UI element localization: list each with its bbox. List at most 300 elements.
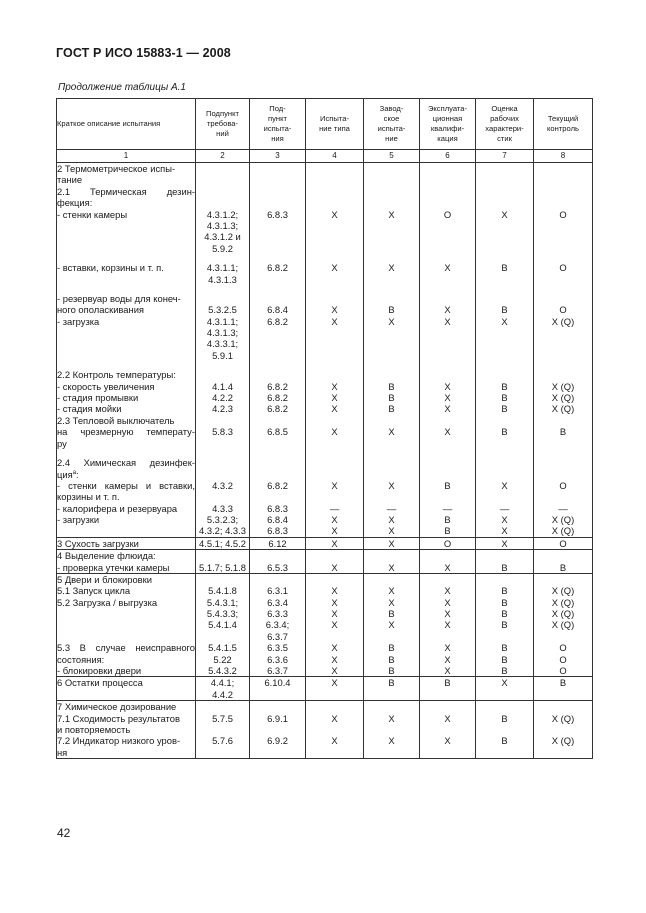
cell-value — [250, 197, 305, 208]
description-line — [57, 220, 195, 231]
cell-value: X — [331, 561, 338, 573]
cell-value: X — [331, 665, 338, 677]
cell-value: B — [444, 513, 451, 525]
cell-value: B — [444, 525, 451, 537]
page-number: 42 — [57, 826, 71, 840]
row-cell-col-3 — [250, 550, 306, 574]
cell-value: X — [388, 479, 395, 491]
header-row — [57, 99, 593, 150]
column-header-line: рабочих — [490, 114, 519, 123]
description-line: - проверка утечки камеры — [57, 561, 170, 573]
cell-value — [250, 747, 305, 758]
cell-block — [250, 293, 305, 361]
cell-value: 4.3.2; 4.3.3 — [199, 525, 246, 537]
cell-block — [420, 369, 475, 449]
cell-value — [420, 197, 475, 208]
row-description — [57, 677, 196, 701]
cell-value — [306, 274, 363, 285]
cell-value: 4.3.1.3; — [206, 327, 239, 339]
cell-value: B — [501, 735, 508, 747]
cell-value: 4.4.1; — [210, 677, 235, 689]
cell-value: 5.3.2.5 — [208, 304, 237, 316]
description-line: фекция: — [57, 197, 93, 209]
column-header-line: Краткое описание испытания — [57, 119, 161, 128]
cell-value: X (Q) — [551, 380, 575, 392]
cell-block — [476, 262, 533, 285]
cell-value: X (Q) — [551, 513, 575, 525]
cell-block — [364, 574, 419, 677]
cell-value: 4.3.1.1; — [206, 262, 239, 274]
table-row — [57, 573, 593, 677]
cell-value: X — [444, 642, 451, 654]
cell-value — [306, 293, 363, 304]
cell-block — [250, 574, 305, 677]
row-cell-col-5 — [364, 573, 420, 677]
row-cell-col-8 — [534, 677, 593, 701]
cell-value: X — [331, 262, 338, 274]
cell-block — [306, 457, 363, 537]
description-block — [57, 550, 195, 573]
row-description — [57, 573, 196, 677]
cell-value: B — [501, 262, 508, 274]
description-line — [57, 642, 195, 653]
row-cell-col-4 — [306, 537, 364, 549]
cell-value: X — [444, 403, 451, 415]
cell-value — [420, 350, 475, 361]
cell-value — [306, 243, 363, 254]
column-header-line: испыта- — [263, 124, 292, 133]
cell-value — [250, 231, 305, 242]
cell-value: O — [443, 537, 452, 549]
row-cell-col-4 — [306, 701, 364, 759]
cell-value: 6.3.7 — [267, 665, 288, 677]
cell-value — [420, 491, 475, 502]
cell-value — [196, 468, 249, 479]
cell-value: X — [444, 262, 451, 274]
cell-value: O — [559, 653, 567, 665]
document-header: ГОСТ Р ИСО 15883-1 — 2008 — [56, 46, 231, 60]
cell-value — [534, 438, 592, 449]
cell-value: B — [501, 642, 508, 654]
cell-value — [364, 274, 419, 285]
column-number: 3 — [250, 150, 306, 163]
cell-value — [306, 338, 363, 349]
row-cell-col-5 — [364, 677, 420, 701]
cell-value: X — [331, 585, 338, 597]
cell-value: 5.4.1.5 — [208, 642, 237, 654]
cell-block — [476, 701, 533, 758]
column-header-5 — [364, 99, 420, 150]
column-header-line: ния — [271, 134, 284, 143]
cell-value — [534, 468, 592, 479]
cell-value: B — [501, 426, 508, 438]
cell-value: 6.8.3 — [267, 208, 288, 220]
cell-value — [364, 457, 419, 468]
column-header-line: Эксплуата- — [427, 104, 468, 113]
cell-value — [306, 631, 363, 642]
row-cell-col-2 — [196, 677, 250, 701]
cell-value: X — [331, 392, 338, 404]
cell-value: B — [388, 380, 395, 392]
cell-value — [534, 574, 592, 585]
description-word: на — [57, 426, 68, 438]
description-line — [57, 525, 195, 536]
cell-value — [420, 457, 475, 468]
cell-value: 4.3.1.2; — [206, 208, 239, 220]
cell-value — [250, 468, 305, 479]
cell-value — [196, 174, 249, 185]
row-cell-col-7 — [476, 573, 534, 677]
cell-block — [534, 163, 592, 254]
cell-value: — — [442, 502, 453, 514]
description-line: - стадия мойки — [57, 403, 122, 415]
cell-value — [364, 174, 419, 185]
cell-value: 6.3.1 — [267, 585, 288, 597]
cell-value: X — [331, 537, 338, 549]
cell-value: 6.8.2 — [267, 392, 288, 404]
cell-value: X — [331, 315, 338, 327]
row-cell-col-2 — [196, 537, 250, 549]
cell-value: X — [331, 426, 338, 438]
description-word: дезинфек- — [149, 456, 195, 468]
row-cell-col-6 — [420, 550, 476, 574]
description-block — [57, 538, 195, 549]
row-cell-col-5 — [364, 163, 420, 538]
cell-value: 4.3.1.2 и — [204, 231, 241, 243]
row-description — [57, 701, 196, 759]
cell-value — [364, 338, 419, 349]
cell-value: 5.4.1.4 — [208, 619, 237, 631]
description-line — [57, 619, 195, 630]
cell-value — [250, 457, 305, 468]
cell-value: X — [444, 315, 451, 327]
cell-value: X — [444, 653, 451, 665]
cell-value — [420, 174, 475, 185]
description-word: 2.4 — [57, 456, 71, 468]
column-number: 1 — [57, 150, 196, 163]
cell-value — [420, 338, 475, 349]
row-cell-col-6 — [420, 163, 476, 538]
cell-value — [306, 174, 363, 185]
cell-value — [534, 243, 592, 254]
description-line: состояния: — [57, 653, 105, 665]
cell-value: B — [559, 426, 567, 438]
cell-value — [306, 724, 363, 735]
cell-block — [420, 574, 475, 677]
description-block — [57, 574, 195, 677]
description-line: - загрузки — [57, 513, 100, 525]
row-cell-col-7 — [476, 163, 534, 538]
cell-block — [364, 701, 419, 758]
cell-value — [250, 274, 305, 285]
cell-value — [420, 438, 475, 449]
cell-block — [534, 677, 592, 700]
description-block — [57, 701, 195, 758]
cell-value — [196, 438, 249, 449]
cell-block — [420, 262, 475, 285]
cell-value: X (Q) — [551, 608, 575, 620]
cell-value — [250, 163, 305, 174]
cell-value: B — [559, 677, 567, 689]
cell-block — [420, 163, 475, 254]
cell-value — [306, 197, 363, 208]
row-cell-col-3 — [250, 537, 306, 549]
cell-value — [420, 415, 475, 426]
cell-value: O — [559, 262, 567, 274]
cell-value: B — [388, 665, 395, 677]
cell-value: B — [501, 665, 508, 677]
cell-value — [364, 689, 419, 700]
cell-value: B — [388, 392, 395, 404]
description-line: 7.1 Сходимость результатов — [57, 712, 180, 724]
description-line — [57, 327, 195, 338]
cell-value: X — [388, 712, 395, 724]
cell-value: X — [444, 665, 451, 677]
cell-block — [196, 369, 249, 449]
cell-value — [420, 550, 475, 561]
row-cell-col-2 — [196, 701, 250, 759]
column-header-line: ние типа — [319, 124, 350, 133]
column-header-3 — [250, 99, 306, 150]
description-word: дезин- — [166, 185, 195, 197]
cell-value: X — [331, 619, 338, 631]
cell-value — [534, 701, 592, 712]
cell-block — [250, 701, 305, 758]
cell-value — [476, 415, 533, 426]
cell-value — [196, 701, 249, 712]
cell-value: 5.4.3.2 — [208, 665, 237, 677]
description-line: ня — [57, 746, 68, 758]
description-line: 5.2 Загрузка / выгрузка — [57, 596, 158, 608]
cell-value: 6.8.2 — [267, 403, 288, 415]
cell-value — [534, 220, 592, 231]
cell-value — [364, 438, 419, 449]
column-number: 2 — [196, 150, 250, 163]
cell-value: X — [388, 262, 395, 274]
cell-value — [420, 631, 475, 642]
cell-value — [364, 574, 419, 585]
column-header-line: требова- — [206, 119, 239, 128]
cell-value: 6.9.1 — [267, 712, 288, 724]
cell-block — [196, 457, 249, 537]
column-number: 8 — [534, 150, 593, 163]
cell-value: 4.1.4 — [212, 380, 233, 392]
cell-value: O — [559, 479, 567, 491]
cell-value — [534, 689, 592, 700]
cell-value: X — [331, 596, 338, 608]
row-cell-col-7 — [476, 677, 534, 701]
description-line: - резервуар воды для конеч- — [57, 292, 181, 304]
cell-block — [476, 369, 533, 449]
cell-block — [420, 293, 475, 361]
cell-block — [364, 457, 419, 537]
cell-block — [196, 701, 249, 758]
cell-value — [364, 550, 419, 561]
cell-value — [476, 327, 533, 338]
column-header-6 — [420, 99, 476, 150]
cell-value — [534, 174, 592, 185]
cell-block — [534, 550, 592, 573]
row-cell-col-5 — [364, 550, 420, 574]
cell-value: B — [444, 479, 451, 491]
cell-value: B — [388, 642, 395, 654]
cell-value — [420, 574, 475, 585]
cell-block — [476, 293, 533, 361]
cell-block — [476, 574, 533, 677]
cell-block — [250, 457, 305, 537]
table-row — [57, 677, 593, 701]
cell-value — [364, 197, 419, 208]
requirements-table — [56, 98, 593, 759]
cell-value — [306, 491, 363, 502]
column-header-2 — [196, 99, 250, 150]
column-header-line: ние — [385, 134, 398, 143]
cell-value: 6.8.4 — [267, 304, 288, 316]
cell-value — [306, 457, 363, 468]
cell-value — [534, 415, 592, 426]
table-row — [57, 537, 593, 549]
cell-block — [250, 538, 305, 549]
cell-value — [196, 574, 249, 585]
cell-value: 5.7.5 — [212, 712, 233, 724]
cell-value: 6.9.2 — [267, 735, 288, 747]
cell-value: X — [444, 712, 451, 724]
cell-value: X — [388, 735, 395, 747]
cell-value: 4.4.2 — [212, 688, 233, 700]
row-cell-col-8 — [534, 573, 593, 677]
row-cell-col-3 — [250, 701, 306, 759]
description-line: 6 Остатки процесса — [57, 677, 143, 689]
cell-value: X — [388, 525, 395, 537]
cell-value: B — [388, 677, 395, 689]
cell-value — [306, 438, 363, 449]
cell-value — [306, 747, 363, 758]
cell-value — [306, 231, 363, 242]
cell-block — [196, 574, 249, 677]
cell-value: 6.8.4 — [267, 513, 288, 525]
description-word: камеры — [104, 479, 138, 491]
column-header-line: Под- — [269, 104, 286, 113]
cell-value: 5.9.1 — [212, 349, 233, 361]
cell-value: B — [501, 653, 508, 665]
cell-value: B — [559, 561, 567, 573]
cell-value: X — [501, 537, 508, 549]
cell-value — [364, 631, 419, 642]
cell-block — [306, 369, 363, 449]
description-line: 2.3 Тепловой выключатель — [57, 414, 175, 426]
cell-value — [196, 724, 249, 735]
cell-value — [364, 491, 419, 502]
row-cell-col-7 — [476, 550, 534, 574]
description-line: ного ополаскивания — [57, 304, 145, 316]
cell-value: X — [388, 513, 395, 525]
cell-value — [420, 327, 475, 338]
column-header-1 — [57, 99, 196, 150]
description-line: - стенки камеры — [57, 208, 128, 220]
cell-value — [476, 186, 533, 197]
cell-value — [534, 327, 592, 338]
cell-block — [534, 701, 592, 758]
cell-value: B — [444, 677, 451, 689]
cell-block — [306, 293, 363, 361]
cell-block — [534, 369, 592, 449]
cell-value — [420, 293, 475, 304]
cell-value — [420, 243, 475, 254]
cell-value: — — [329, 502, 340, 514]
cell-value — [364, 293, 419, 304]
cell-value — [420, 369, 475, 380]
cell-value: X — [388, 561, 395, 573]
column-header-8 — [534, 99, 593, 150]
cell-value: 4.3.3 — [212, 502, 233, 514]
description-word: В — [79, 642, 86, 654]
cell-value — [250, 689, 305, 700]
cell-value — [476, 243, 533, 254]
description-line — [57, 231, 195, 242]
row-cell-col-2 — [196, 550, 250, 574]
cell-value — [476, 350, 533, 361]
description-block — [57, 369, 195, 449]
description-line — [57, 457, 195, 468]
cell-value: X (Q) — [551, 735, 575, 747]
row-cell-col-3 — [250, 163, 306, 538]
cell-value: X (Q) — [551, 315, 575, 327]
cell-value: B — [388, 608, 395, 620]
cell-block — [196, 163, 249, 254]
cell-value — [364, 747, 419, 758]
row-cell-col-6 — [420, 677, 476, 701]
cell-value: X — [388, 426, 395, 438]
cell-value: X — [388, 537, 395, 549]
cell-value — [476, 220, 533, 231]
description-line: 7.2 Индикатор низкого уров- — [57, 735, 181, 747]
row-cell-col-2 — [196, 163, 250, 538]
description-word: Химическая — [83, 456, 137, 468]
description-word: неисправного — [135, 642, 195, 654]
row-cell-col-8 — [534, 537, 593, 549]
cell-block — [420, 677, 475, 700]
cell-value: X — [331, 403, 338, 415]
cell-value: — — [499, 502, 510, 514]
description-block — [57, 262, 195, 285]
cell-value: 4.2.3 — [212, 403, 233, 415]
cell-value: O — [559, 665, 567, 677]
description-line: 5.1 Запуск цикла — [57, 585, 131, 597]
cell-block — [534, 457, 592, 537]
cell-value — [364, 369, 419, 380]
cell-value — [476, 574, 533, 585]
column-header-line: характери- — [485, 124, 524, 133]
row-cell-col-6 — [420, 701, 476, 759]
cell-block — [364, 369, 419, 449]
cell-block — [250, 677, 305, 700]
cell-value: 5.8.3 — [212, 426, 233, 438]
cell-value: X — [331, 608, 338, 620]
cell-value — [196, 491, 249, 502]
description-line — [57, 480, 195, 491]
cell-value: 6.8.2 — [267, 479, 288, 491]
cell-value: 6.5.3 — [267, 561, 288, 573]
cell-block — [420, 701, 475, 758]
column-number: 6 — [420, 150, 476, 163]
cell-value: X — [331, 653, 338, 665]
cell-value — [250, 220, 305, 231]
description-line — [57, 689, 195, 700]
cell-value: X — [501, 315, 508, 327]
cell-block — [196, 538, 249, 549]
cell-block — [306, 538, 363, 549]
description-block — [57, 163, 195, 254]
